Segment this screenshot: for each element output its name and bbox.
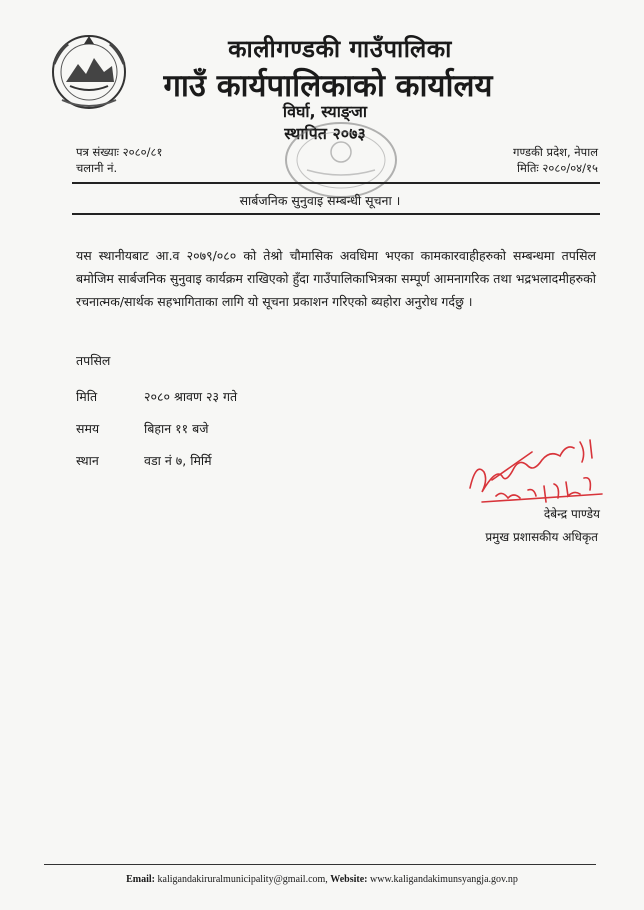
email-link[interactable]: kaligandakiruralmunicipality@gmail.com, (157, 874, 328, 885)
footer-divider (44, 864, 596, 865)
detail-label: मिति (76, 389, 98, 404)
notice-body: यस स्थानीयबाट आ.व २०७९/०८० को तेश्रो चौमासिक अवधिमा भएका कामकारवाहीहरुको सम्बन्धमा तपसिल बमोजिम सार्बजनिक सुनुवाइ कार्यक्रम राखिएको हुँदा गाउँपालिकाभित्रका सम्पूर्ण आमनागरिक तथा भद्रभलादमीहरुको रचनात्मक/सार्थक सहभागिताका लागि यो सूचना प्रकाशन गरिएको ब्यहोरा अनुरोध गर्दछु । (76, 248, 596, 309)
detail-value: वडा नं ७, मिर्मि (144, 453, 212, 468)
header-divider (72, 182, 600, 184)
office-stamp-icon (283, 120, 399, 200)
detail-value: २०८० श्रावण २३ गते (144, 389, 238, 404)
office-name: गाउँ कार्यपालिकाको कार्यालय (163, 68, 493, 104)
office-address: विर्घा, स्याङ्जा (282, 102, 368, 121)
detail-label: स्थान (76, 453, 99, 468)
footer-contact (40, 874, 604, 885)
detail-value: बिहान ११ बजे (144, 421, 209, 436)
subject-divider (72, 213, 600, 215)
letter-date: मितिः २०८०/०४/१५ (517, 161, 598, 175)
handwritten-signature (462, 432, 612, 512)
detail-label: समय (76, 421, 100, 436)
reference-number: पत्र संख्याः २०८०/८१ (76, 145, 163, 159)
municipality-name: कालीगण्डकी गाउँपालिका (228, 35, 452, 63)
subject-line: सार्बजनिक सुनुवाइ सम्बन्धी सूचना । (239, 193, 401, 208)
established-year: स्थापित २०७३ (284, 124, 366, 143)
website-label: Website: (330, 874, 368, 885)
website-link[interactable]: www.kaligandakimunsyangja.gov.np (370, 874, 518, 885)
province-label: गण्डकी प्रदेश, नेपाल (512, 145, 598, 159)
email-label: Email: (126, 874, 156, 885)
signatory-name: देबेन्द्र पाण्डेय (543, 507, 600, 521)
details-heading: तपसिल (76, 353, 111, 368)
dispatch-number: चलानी नं. (76, 161, 118, 175)
signatory-title: प्रमुख प्रशासकीय अधिकृत (485, 530, 598, 544)
